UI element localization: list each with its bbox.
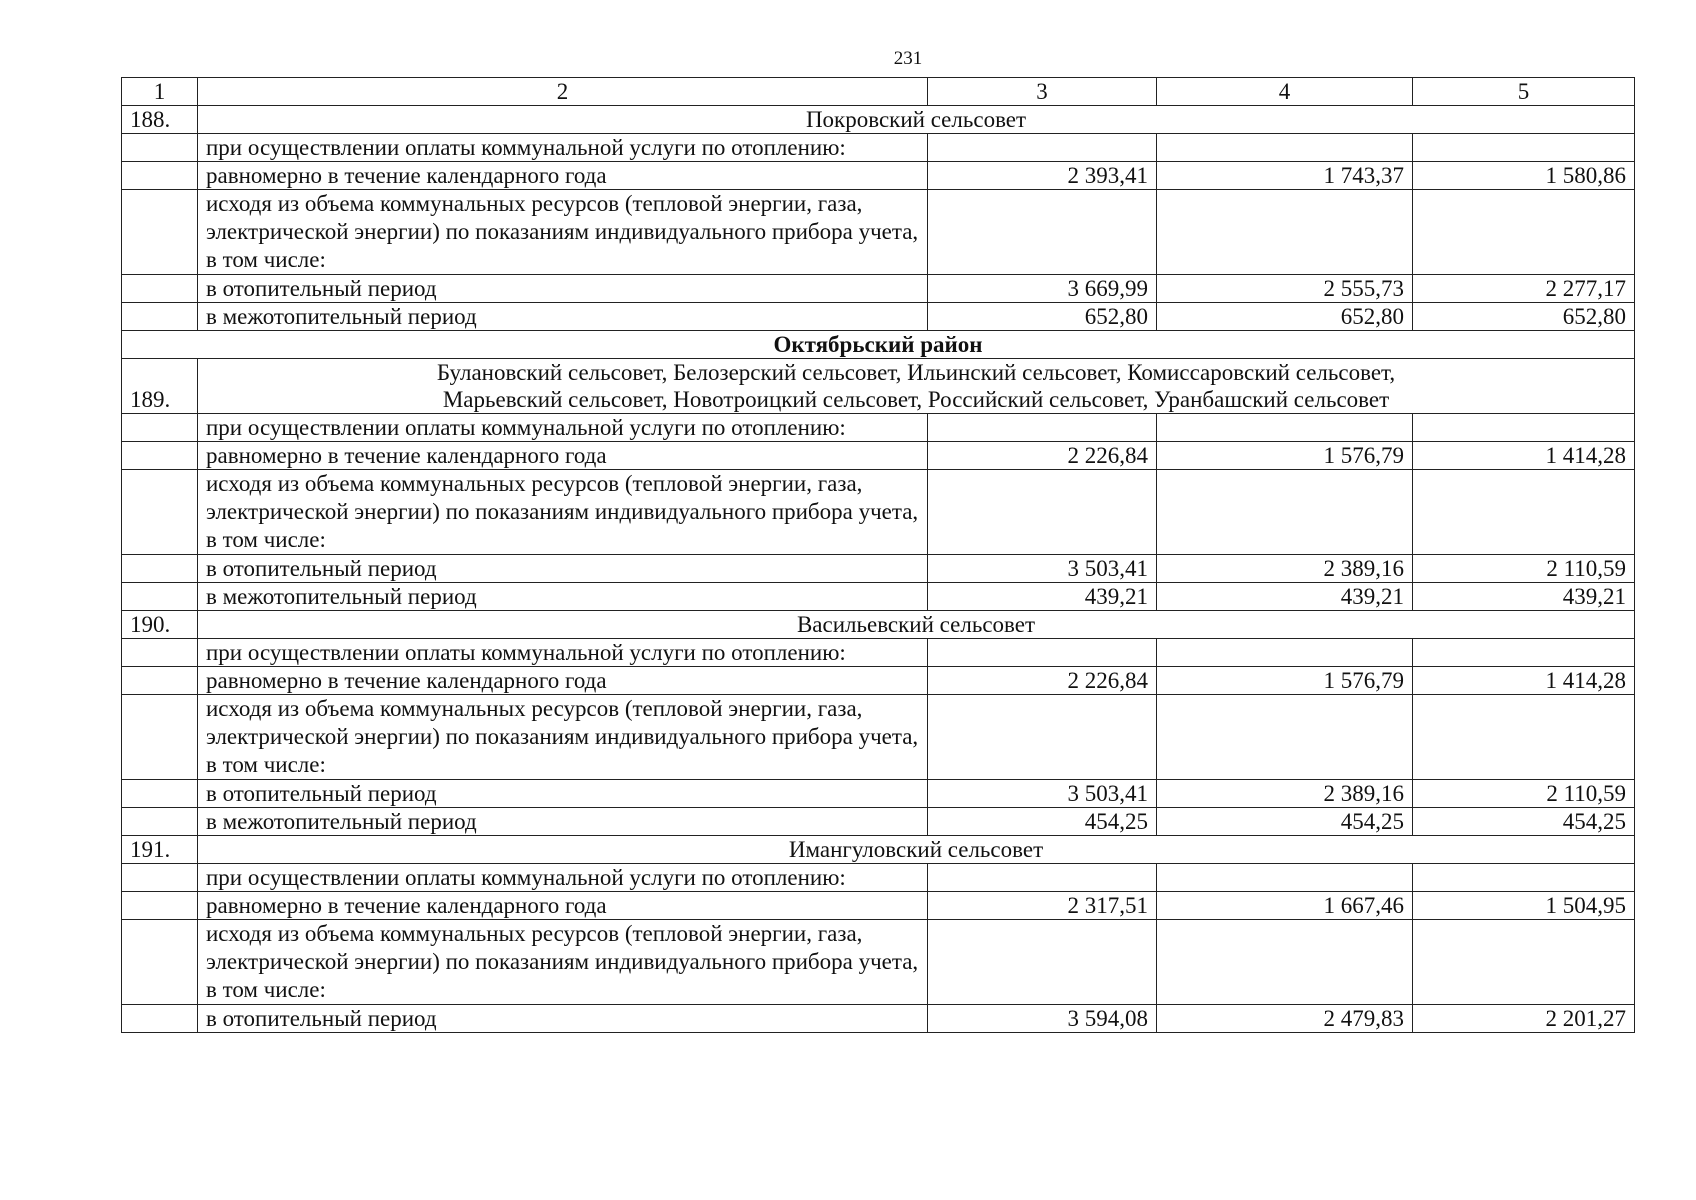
row-label: в отопительный период	[198, 780, 928, 808]
column-number-row	[122, 78, 1635, 106]
table-row	[122, 920, 1635, 1005]
row-label: в межотопительный период	[198, 303, 928, 331]
table-row	[122, 892, 1635, 920]
settlement-row	[122, 359, 1635, 414]
column-header: 2	[198, 78, 928, 106]
value-col4: 439,21	[1157, 583, 1413, 611]
value-col4: 454,25	[1157, 808, 1413, 836]
row-number-cell	[122, 162, 198, 190]
value-col4	[1157, 920, 1413, 1005]
column-header: 3	[928, 78, 1157, 106]
item-number: 188.	[122, 106, 198, 134]
value-col5: 2 110,59	[1413, 780, 1635, 808]
value-col3: 3 594,08	[928, 1005, 1157, 1033]
settlement-row	[122, 106, 1635, 134]
value-col3: 2 226,84	[928, 667, 1157, 695]
settlement-title-line: Булановский сельсовет, Белозерский сельсовет, Ильинский сельсовет, Комиссаровский сельсовет,	[436, 360, 1396, 385]
settlement-row	[122, 836, 1635, 864]
value-col5	[1413, 695, 1635, 780]
row-number-cell	[122, 414, 198, 442]
row-label: равномерно в течение календарного года	[198, 892, 928, 920]
column-header: 4	[1157, 78, 1413, 106]
page-number: 231	[893, 48, 923, 69]
table-row	[122, 134, 1635, 162]
value-col4: 1 576,79	[1157, 442, 1413, 470]
row-label: исходя из объема коммунальных ресурсов (тепловой энергии, газа, электрической энергии) по показаниям индивидуального прибора учета, в том числе:	[198, 920, 928, 1005]
value-col5	[1413, 470, 1635, 555]
value-col3: 2 226,84	[928, 442, 1157, 470]
column-header: 5	[1413, 78, 1635, 106]
row-number-cell	[122, 555, 198, 583]
row-number-cell	[122, 667, 198, 695]
value-col4: 652,80	[1157, 303, 1413, 331]
row-label: при осуществлении оплаты коммунальной услуги по отоплению:	[198, 134, 928, 162]
value-col3	[928, 639, 1157, 667]
district-row	[122, 331, 1635, 359]
value-col5: 1 414,28	[1413, 442, 1635, 470]
value-col3	[928, 920, 1157, 1005]
row-number-cell	[122, 190, 198, 275]
value-col4: 1 667,46	[1157, 892, 1413, 920]
row-label: исходя из объема коммунальных ресурсов (тепловой энергии, газа, электрической энергии) по показаниям индивидуального прибора учета, в том числе:	[198, 190, 928, 275]
value-col3	[928, 695, 1157, 780]
item-number: 191.	[122, 836, 198, 864]
value-col3: 454,25	[928, 808, 1157, 836]
value-col5: 1 414,28	[1413, 667, 1635, 695]
value-col4	[1157, 695, 1413, 780]
table-row	[122, 695, 1635, 780]
value-col4: 2 389,16	[1157, 780, 1413, 808]
value-col4: 2 389,16	[1157, 555, 1413, 583]
value-col4: 1 576,79	[1157, 667, 1413, 695]
value-col3: 2 393,41	[928, 162, 1157, 190]
value-col3	[928, 190, 1157, 275]
item-number: 190.	[122, 611, 198, 639]
value-col3: 2 317,51	[928, 892, 1157, 920]
value-col5: 2 110,59	[1413, 555, 1635, 583]
value-col4	[1157, 134, 1413, 162]
table-row	[122, 470, 1635, 555]
table-row	[122, 162, 1635, 190]
value-col3	[928, 864, 1157, 892]
table-body	[122, 78, 1635, 1033]
row-label: при осуществлении оплаты коммунальной услуги по отоплению:	[198, 639, 928, 667]
settlement-row	[122, 611, 1635, 639]
tariff-table	[121, 77, 1635, 1033]
table-row	[122, 414, 1635, 442]
row-label: при осуществлении оплаты коммунальной услуги по отоплению:	[198, 864, 928, 892]
value-col4	[1157, 864, 1413, 892]
row-number-cell	[122, 808, 198, 836]
item-number: 189.	[122, 359, 198, 414]
value-col5	[1413, 134, 1635, 162]
table-row	[122, 864, 1635, 892]
value-col5: 1 504,95	[1413, 892, 1635, 920]
row-number-cell	[122, 303, 198, 331]
row-number-cell	[122, 1005, 198, 1033]
value-col5: 1 580,86	[1413, 162, 1635, 190]
value-col3: 3 669,99	[928, 275, 1157, 303]
row-number-cell	[122, 780, 198, 808]
value-col5	[1413, 639, 1635, 667]
value-col5	[1413, 920, 1635, 1005]
value-col5: 439,21	[1413, 583, 1635, 611]
value-col5: 2 201,27	[1413, 1005, 1635, 1033]
row-label: равномерно в течение календарного года	[198, 442, 928, 470]
settlement-title: Покровский сельсовет	[198, 106, 1635, 134]
row-number-cell	[122, 892, 198, 920]
value-col4: 2 479,83	[1157, 1005, 1413, 1033]
table-row	[122, 639, 1635, 667]
value-col3	[928, 470, 1157, 555]
value-col4	[1157, 414, 1413, 442]
table-row	[122, 667, 1635, 695]
row-label: исходя из объема коммунальных ресурсов (тепловой энергии, газа, электрической энергии) по показаниям индивидуального прибора учета, в том числе:	[198, 695, 928, 780]
table-row	[122, 555, 1635, 583]
table-row	[122, 808, 1635, 836]
table-row	[122, 190, 1635, 275]
value-col5	[1413, 864, 1635, 892]
table-row	[122, 583, 1635, 611]
table-row	[122, 780, 1635, 808]
value-col3: 652,80	[928, 303, 1157, 331]
row-number-cell	[122, 134, 198, 162]
value-col3: 3 503,41	[928, 780, 1157, 808]
value-col3: 3 503,41	[928, 555, 1157, 583]
value-col5	[1413, 414, 1635, 442]
value-col5: 454,25	[1413, 808, 1635, 836]
value-col3	[928, 134, 1157, 162]
value-col4: 1 743,37	[1157, 162, 1413, 190]
settlement-title: Васильевский сельсовет	[198, 611, 1635, 639]
table-row	[122, 303, 1635, 331]
row-number-cell	[122, 695, 198, 780]
row-label: исходя из объема коммунальных ресурсов (тепловой энергии, газа, электрической энергии) по показаниям индивидуального прибора учета, в том числе:	[198, 470, 928, 555]
row-number-cell	[122, 275, 198, 303]
row-number-cell	[122, 864, 198, 892]
value-col4	[1157, 639, 1413, 667]
value-col3	[928, 414, 1157, 442]
district-heading: Октябрьский район	[122, 331, 1635, 359]
row-number-cell	[122, 920, 198, 1005]
settlement-title: Имангуловский сельсовет	[198, 836, 1635, 864]
row-label: в отопительный период	[198, 555, 928, 583]
row-label: в межотопительный период	[198, 583, 928, 611]
row-number-cell	[122, 583, 198, 611]
row-number-cell	[122, 470, 198, 555]
row-label: равномерно в течение календарного года	[198, 667, 928, 695]
row-label: при осуществлении оплаты коммунальной услуги по отоплению:	[198, 414, 928, 442]
table-row	[122, 275, 1635, 303]
row-number-cell	[122, 639, 198, 667]
value-col4: 2 555,73	[1157, 275, 1413, 303]
settlement-title	[198, 359, 1635, 414]
value-col5	[1413, 190, 1635, 275]
table-row	[122, 442, 1635, 470]
value-col5: 2 277,17	[1413, 275, 1635, 303]
table-row	[122, 1005, 1635, 1033]
value-col3: 439,21	[928, 583, 1157, 611]
row-label: равномерно в течение календарного года	[198, 162, 928, 190]
row-label: в межотопительный период	[198, 808, 928, 836]
value-col4	[1157, 190, 1413, 275]
row-number-cell	[122, 442, 198, 470]
column-header: 1	[122, 78, 198, 106]
settlement-title-line: Марьевский сельсовет, Новотроицкий сельсовет, Российский сельсовет, Уранбашский сельсовет	[442, 387, 1390, 412]
value-col4	[1157, 470, 1413, 555]
value-col5: 652,80	[1413, 303, 1635, 331]
row-label: в отопительный период	[198, 275, 928, 303]
row-label: в отопительный период	[198, 1005, 928, 1033]
